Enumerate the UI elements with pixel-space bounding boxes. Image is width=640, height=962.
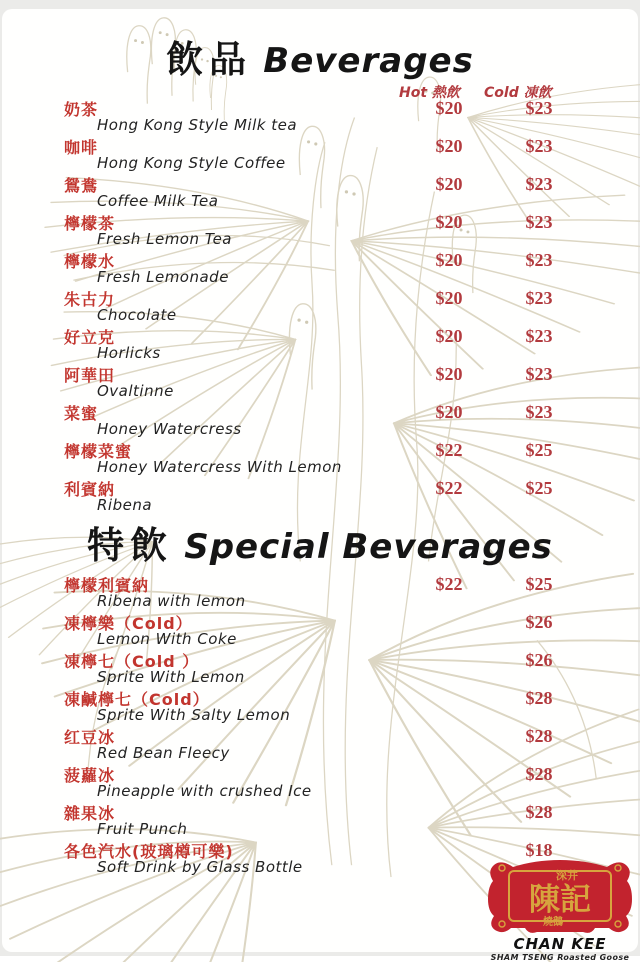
menu-item-row [2, 137, 638, 175]
logo-name-chinese: 陳記 [529, 882, 591, 918]
cold-price: $23 [525, 212, 553, 232]
item-name-chinese: 利賓納 [64, 480, 116, 499]
hot-price: $20 [435, 98, 463, 118]
item-name-chinese: 檸檬利賓納 [64, 576, 150, 595]
cold-price: $28 [525, 726, 553, 746]
menu-item-row [2, 403, 638, 441]
menu-item-row [2, 765, 638, 803]
item-name-chinese: 凍檸樂（Cold） [64, 614, 193, 633]
cold-price: $26 [525, 650, 553, 670]
cold-price: $26 [525, 612, 553, 632]
restaurant-logo [484, 855, 636, 962]
hot-price: $20 [435, 402, 463, 422]
cold-price: $23 [525, 136, 553, 156]
item-name-chinese: 檸檬菜蜜 [64, 442, 133, 461]
item-name-chinese: 雜果冰 [64, 804, 116, 823]
cold-price: $25 [525, 574, 553, 594]
item-name-english: Pineapple with crushed Ice [97, 782, 312, 800]
hot-price: $20 [435, 250, 463, 270]
menu-item-row [2, 479, 638, 517]
item-name-chinese: 菠蘿冰 [64, 766, 116, 785]
item-name-chinese: 檸檬水 [64, 252, 116, 271]
cold-price: $23 [525, 288, 553, 308]
cold-price: $23 [525, 174, 553, 194]
item-name-english: Honey Watercress [97, 420, 242, 438]
hot-column-header: Hot 熱飲 [399, 85, 460, 101]
item-name-english: Ribena [97, 496, 153, 514]
cold-price: $28 [525, 764, 553, 784]
item-name-chinese: 鴛鴦 [64, 176, 99, 195]
item-name-english: Honey Watercress With Lemon [97, 458, 342, 476]
item-name-english: Sprite With Salty Lemon [97, 706, 291, 724]
menu-item-row [2, 99, 638, 137]
cold-price: $23 [525, 250, 553, 270]
hot-price: $22 [435, 574, 463, 594]
item-name-english: Fresh Lemonade [97, 268, 229, 286]
menu-item-row [2, 251, 638, 289]
item-name-english: Ovaltinne [97, 382, 174, 400]
section-title-english: Special Beverages [184, 527, 553, 567]
menu-item-row [2, 213, 638, 251]
item-name-english: Hong Kong Style Coffee [97, 154, 286, 172]
hot-price: $20 [435, 212, 463, 232]
logo-district-chinese: 深井 [556, 869, 578, 882]
menu-item-row [2, 727, 638, 765]
section-title-english: Beverages [263, 41, 474, 81]
item-name-english: Coffee Milk Tea [97, 192, 219, 210]
section-title-chinese: 特飲 [87, 524, 174, 567]
item-name-chinese: 檸檬茶 [64, 214, 116, 233]
section-title-chinese: 飲品 [166, 38, 253, 81]
menu-item-row [2, 175, 638, 213]
menu-item-row [2, 651, 638, 689]
cold-price: $23 [525, 364, 553, 384]
item-name-english: Hong Kong Style Milk tea [97, 116, 298, 134]
item-name-english: Soft Drink by Glass Bottle [97, 858, 303, 876]
menu-item-row [2, 327, 638, 365]
item-name-english: Sprite With Lemon [97, 668, 245, 686]
beverages-list [2, 99, 638, 517]
logo-name-english: CHAN KEE [513, 935, 607, 953]
cold-price: $23 [525, 98, 553, 118]
item-name-chinese: 咖啡 [64, 138, 99, 157]
item-name-english: Ribena with lemon [97, 592, 246, 610]
item-name-chinese: 菜蜜 [64, 404, 99, 423]
hot-price: $20 [435, 288, 463, 308]
item-name-english: Horlicks [97, 344, 161, 362]
menu-card [2, 9, 638, 962]
special-beverages-list [2, 575, 638, 879]
hot-price: $22 [435, 440, 463, 460]
menu-item-row [2, 575, 638, 613]
logo-tagline: SHAM TSENG Roasted Goose [490, 953, 630, 962]
item-name-chinese: 凍鹹檸七（Cold） [64, 690, 210, 709]
menu-content [2, 9, 638, 962]
item-name-english: Red Bean Fleecy [97, 744, 230, 762]
hot-price: $22 [435, 478, 463, 498]
item-name-chinese: 各色汽水(玻璃樽可樂) [64, 842, 234, 861]
item-name-chinese: 奶茶 [64, 100, 99, 119]
logo-badge-icon [485, 855, 635, 937]
item-name-chinese: 阿華田 [64, 366, 116, 385]
cold-price: $28 [525, 688, 553, 708]
hot-price: $20 [435, 174, 463, 194]
menu-item-row [2, 289, 638, 327]
item-name-english: Fresh Lemon Tea [97, 230, 232, 248]
item-name-english: Fruit Punch [97, 820, 188, 838]
cold-column-header: Cold 凍飲 [484, 85, 552, 101]
cold-price: $25 [525, 440, 553, 460]
item-name-english: Lemon With Coke [97, 630, 237, 648]
logo-type-chinese: 燒鵝 [543, 917, 563, 928]
item-name-chinese: 朱古力 [64, 290, 116, 309]
hot-price: $20 [435, 326, 463, 346]
menu-item-row [2, 613, 638, 651]
item-name-chinese: 好立克 [64, 328, 116, 347]
menu-item-row [2, 689, 638, 727]
cold-price: $18 [525, 840, 553, 860]
cold-price: $23 [525, 402, 553, 422]
section-title-special-beverages [2, 515, 638, 569]
cold-price: $25 [525, 478, 553, 498]
cold-price: $23 [525, 326, 553, 346]
item-name-english: Chocolate [97, 306, 177, 324]
item-name-chinese: 凍檸七（Cold ） [64, 652, 200, 671]
hot-price: $20 [435, 136, 463, 156]
section-title-beverages [2, 29, 638, 83]
menu-item-row [2, 441, 638, 479]
hot-price: $20 [435, 364, 463, 384]
item-name-chinese: 红豆冰 [64, 728, 116, 747]
cold-price: $28 [525, 802, 553, 822]
menu-item-row [2, 365, 638, 403]
menu-item-row [2, 803, 638, 841]
